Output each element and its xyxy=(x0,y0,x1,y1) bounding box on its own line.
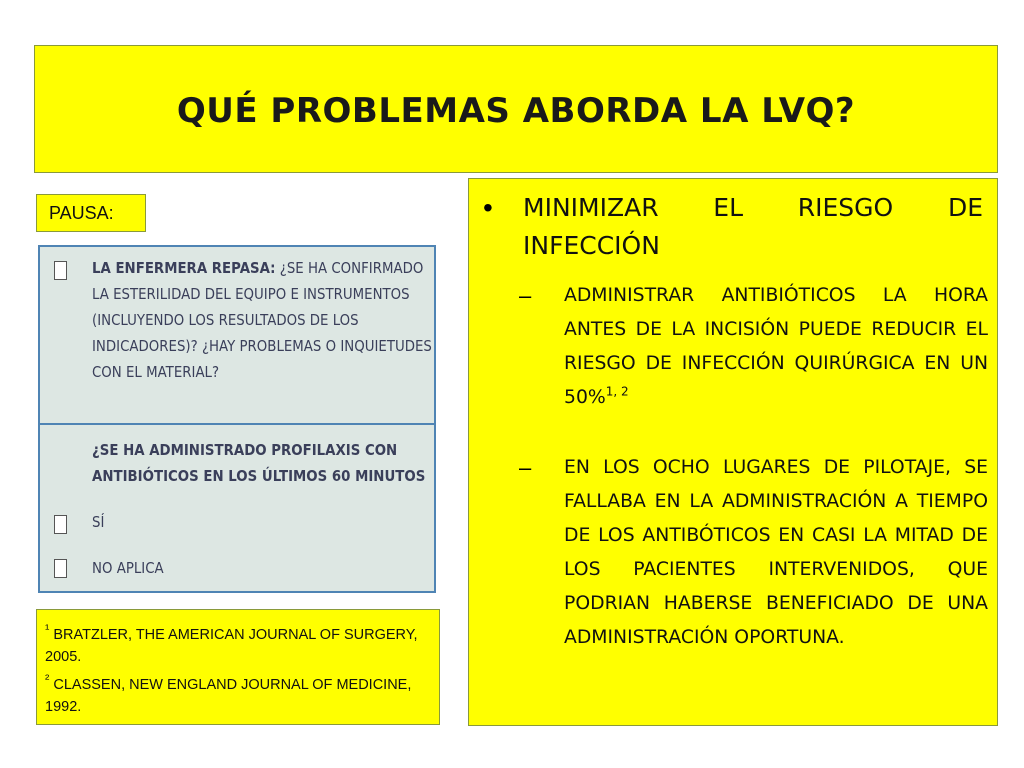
checklist-image xyxy=(38,245,436,593)
main-bullet xyxy=(479,189,984,265)
checklist-option-na: NO APLICA xyxy=(92,559,164,577)
bullet-icon: • xyxy=(483,192,493,223)
reference-2: $^{^2}$ CLASSEN, NEW ENGLAND JOURNAL OF MEDICINE, 1992. xyxy=(45,670,412,715)
sub-point-2: EN LOS OCHO LUGARES DE PILOTAJE, SE FALLABA EN LA ADMINISTRACIÓN A TIEMPO DE LOS ANTIBÓTICOS EN CASI LA MITAD DE LOS PACIENTES INTERVENIDOS, QUE PODRIAN HABERSE BENEFICIADO DE UNA ADMINISTRACIÓN OPORTUNA. xyxy=(564,457,988,648)
main-point: MINIMIZAR EL RIESGO DE INFECCIÓN xyxy=(523,193,983,260)
title-box xyxy=(34,45,998,173)
references-box xyxy=(36,609,440,725)
reference-1: $^{^1}$ BRATZLER, THE AMERICAN JOURNAL OF SURGERY, 2005. xyxy=(45,621,418,665)
checklist-section1-text: ¿SE HA CONFIRMADO LA ESTERILIDAD DEL EQUIPO E INSTRUMENTOS (INCLUYENDO LOS RESULTADOS DE LOS INDICADORES)? ¿HAY PROBLEMAS O INQUIETUDES CON EL MATERIAL? xyxy=(92,259,432,381)
sub-point-1: ADMINISTRAR ANTIBIÓTICOS LA HORA ANTES DE LA INCISIÓN PUEDE REDUCIR EL RIESGO DE INFECCIÓN QUIRÚRGICA EN UN 50%$^{1, 2}$ xyxy=(564,285,988,408)
sub-point-1-citation: 1, 2 xyxy=(605,384,629,399)
checkbox-icon xyxy=(54,515,67,534)
checklist-divider xyxy=(40,423,434,425)
checkbox-icon xyxy=(54,261,67,280)
dash-icon: – xyxy=(519,283,532,308)
checklist-section1-bold: LA ENFERMERA REPASA: xyxy=(92,259,276,277)
slide-title: QUÉ PROBLEMAS ABORDA LA LVQ? xyxy=(176,91,856,131)
pausa-label: PAUSA: xyxy=(36,194,146,232)
checklist-section2-question: ¿SE HA ADMINISTRADO PROFILAXIS CON ANTIBIÓTICOS EN LOS ÚLTIMOS 60 MINUTOS xyxy=(92,441,426,485)
sub-bullet-2 xyxy=(519,451,989,655)
checkbox-icon xyxy=(54,559,67,578)
reference-1-mark: ¹ xyxy=(45,621,50,636)
reference-2-mark: ² xyxy=(45,670,50,686)
dash-icon: – xyxy=(519,455,532,480)
content-box xyxy=(468,178,998,726)
checklist-section1 xyxy=(92,255,436,385)
checklist-option-yes: SÍ xyxy=(92,513,105,531)
sub-bullet-1 xyxy=(519,279,989,415)
